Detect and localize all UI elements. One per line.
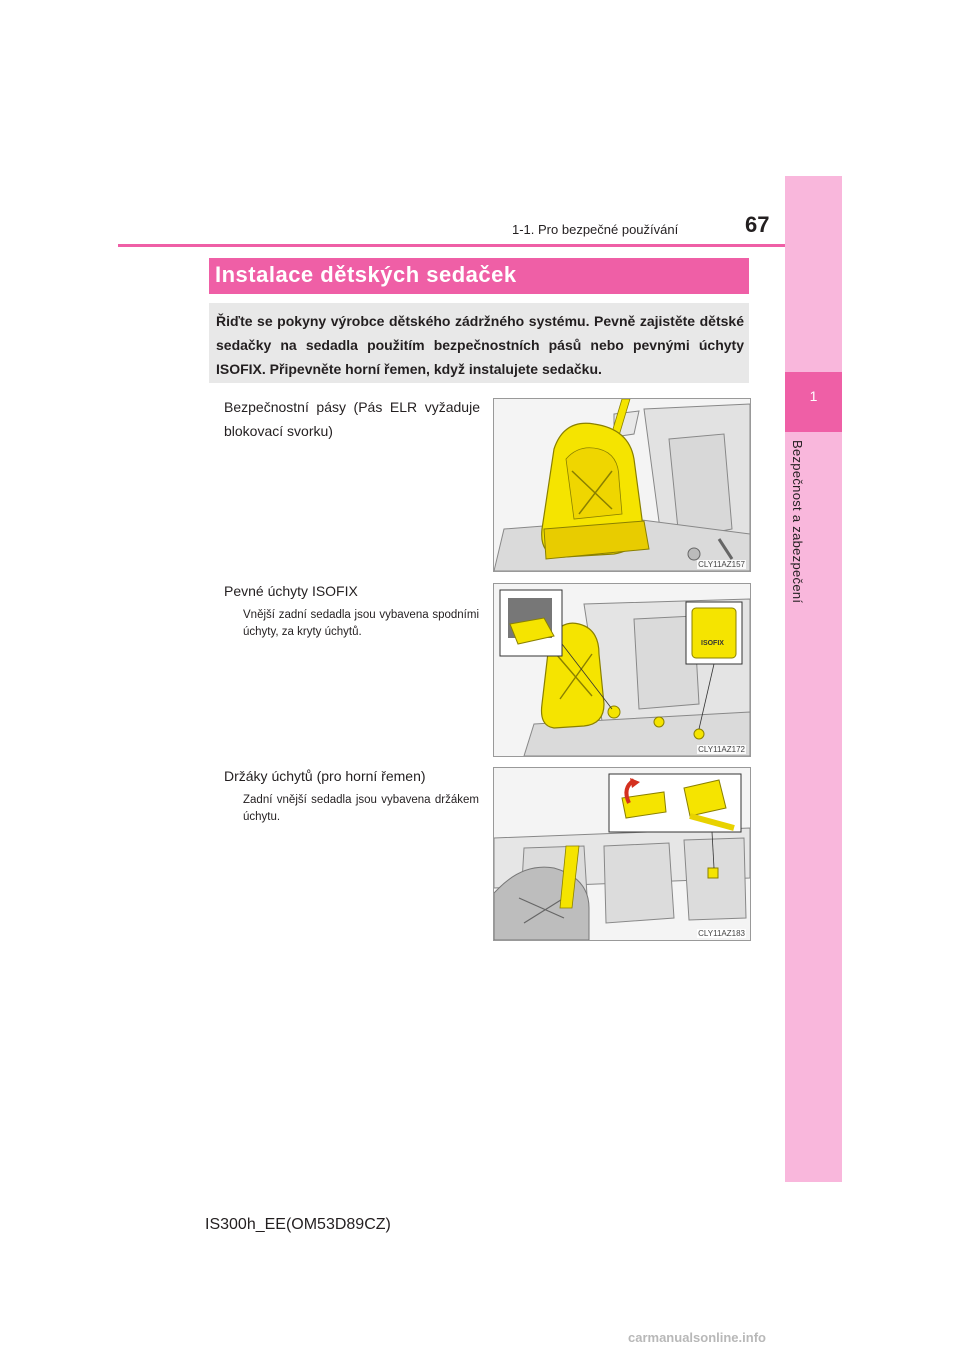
intro-text: Řiďte se pokyny výrobce dětského zádržného systému. Pevně zajistěte dětské sedačky na sedadla použitím bezpečnostních pásů nebo pevnými úchyty ISOFIX. Připevněte horní řemen, když instalujete sedačku. bbox=[216, 313, 744, 377]
figure-isofix-install bbox=[493, 583, 751, 757]
item-isofix-description: Vnější zadní sedadla jsou vybavena spodními úchyty, za kryty úchytů. bbox=[243, 609, 479, 638]
watermark: carmanualsonline.info bbox=[628, 1330, 766, 1345]
figure-seat-belt-install bbox=[493, 398, 751, 572]
child-seat-belt-illustration bbox=[494, 399, 750, 571]
item-isofix-label: Pevné úchyty ISOFIX bbox=[224, 583, 358, 599]
item-top-tether-label: Držáky úchytů (pro horní řemen) bbox=[224, 768, 426, 784]
item-seat-belts-label: Bezpečnostní pásy (Pás ELR vyžaduje blokovací svorku) bbox=[224, 399, 480, 439]
section-title: Instalace dětských sedaček bbox=[215, 262, 517, 287]
chapter-title: Bezpečnost a zabezpečení bbox=[790, 440, 805, 604]
figure-code: CLY11AZ183 bbox=[698, 929, 745, 938]
top-tether-illustration bbox=[494, 768, 750, 940]
isofix-illustration bbox=[494, 584, 750, 756]
isofix-badge-label: ISOFIX bbox=[701, 640, 724, 647]
page-footer: IS300h_EE(OM53D89CZ) bbox=[205, 1216, 391, 1233]
figure-code: CLY11AZ157 bbox=[698, 560, 745, 569]
figure-code: CLY11AZ172 bbox=[698, 745, 745, 754]
header-rule bbox=[118, 244, 785, 247]
page-number: 67 bbox=[745, 212, 770, 237]
chapter-number: 1 bbox=[809, 388, 818, 404]
figure-top-tether bbox=[493, 767, 751, 941]
item-top-tether-description: Zadní vnější sedadla jsou vybavena držákem úchytu. bbox=[243, 794, 479, 823]
running-head: 1-1. Pro bezpečné používání bbox=[512, 222, 679, 237]
chapter-side-tab bbox=[785, 176, 842, 1182]
